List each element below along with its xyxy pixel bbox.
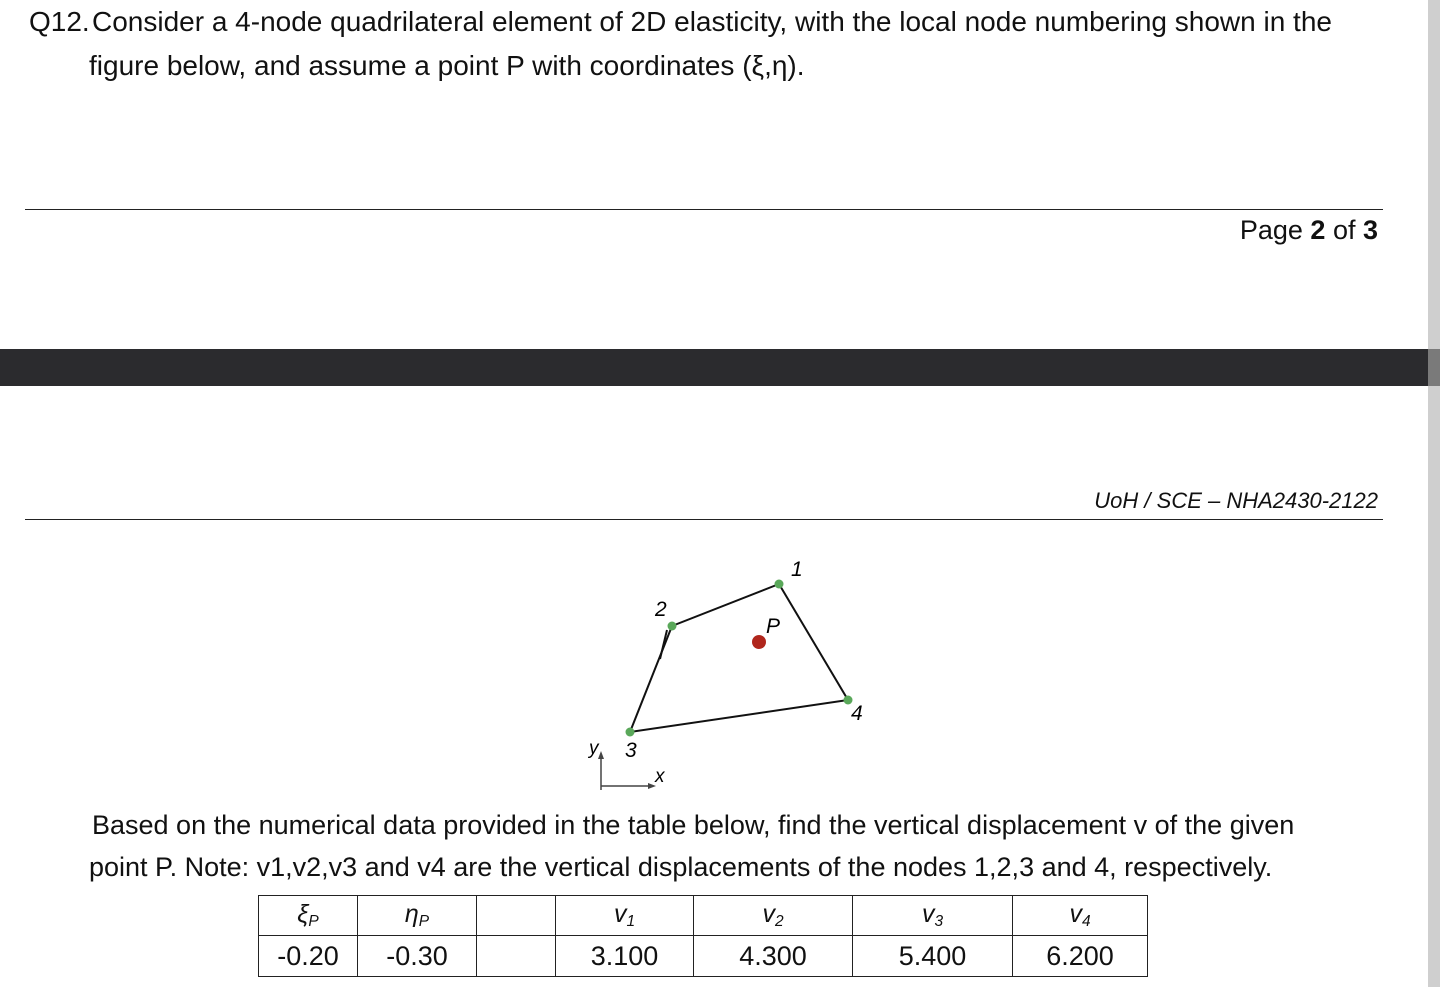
table-row: [259, 936, 1148, 977]
course-code: UoH / SCE – NHA2430-2122: [1094, 488, 1378, 513]
data-table: [258, 895, 1148, 977]
node-label-1: 1: [791, 558, 803, 581]
header-v1: $v_1$: [556, 896, 694, 936]
instruction-line1: Based on the numerical data provided in the table below, find the vertical displacement v of the given: [92, 810, 1295, 840]
header-xi-p: $\xi_P$: [259, 896, 358, 936]
point-p: [752, 635, 766, 649]
value-v2: 4.300: [694, 936, 853, 977]
point-p-label: P: [766, 615, 781, 638]
node-label-3: 3: [625, 739, 637, 762]
header-v4: $v_4$: [1013, 896, 1148, 936]
value-v4: 6.200: [1013, 936, 1148, 977]
edge-tick: [660, 630, 667, 659]
header-empty: [477, 896, 556, 936]
page-current: 2: [1310, 215, 1326, 245]
header-v3: $v_3$: [853, 896, 1013, 936]
x-axis-label: x: [655, 766, 665, 787]
node-1: [775, 580, 784, 589]
table-header-row: [259, 896, 1148, 936]
value-v1: 3.100: [556, 936, 694, 977]
node-2: [668, 622, 677, 631]
question-text-line1: Consider a 4-node quadrilateral element of 2D elasticity, with the local node numbering shown in the: [92, 6, 1332, 37]
value-v3: 5.400: [853, 936, 1013, 977]
node-label-4: 4: [851, 702, 863, 725]
value-empty: [477, 936, 556, 977]
page-of: of: [1325, 215, 1363, 245]
node-3: [626, 728, 635, 737]
node-label-2: 2: [655, 598, 667, 621]
question-text-line2: figure below, and assume a point P with coordinates (ξ,η).: [89, 50, 805, 81]
question-number: Q12.: [29, 6, 90, 37]
y-axis-label: y: [589, 738, 599, 759]
instruction-line2: point P. Note: v1,v2,v3 and v4 are the vertical displacements of the nodes 1,2,3 and 4, respectively.: [89, 852, 1273, 882]
y-axis-arrow: [598, 751, 604, 759]
page-total: 3: [1362, 215, 1378, 245]
value-eta-p: -0.30: [358, 936, 477, 977]
value-xi-p: -0.20: [259, 936, 358, 977]
header-v2: $v_2$: [694, 896, 853, 936]
header-eta-p: $\eta_P$: [358, 896, 477, 936]
page-prefix: Page: [1239, 215, 1311, 245]
